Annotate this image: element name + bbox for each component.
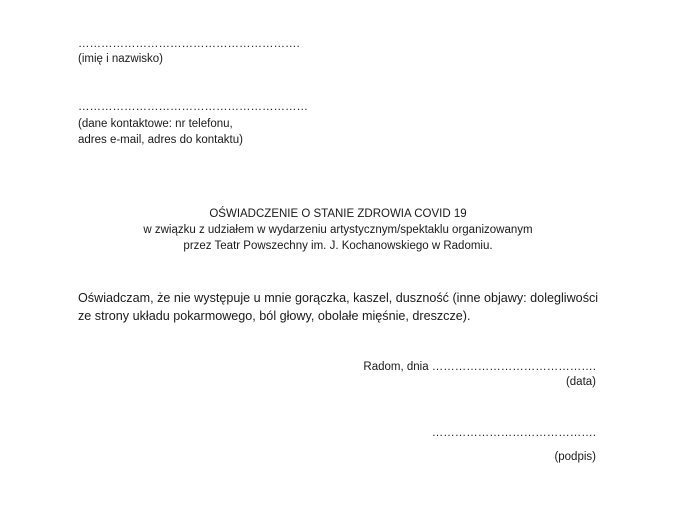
statement-line2: ze strony układu pokarmowego, ból głowy, obolałe mięśnie, dreszcze). [78, 309, 471, 323]
contact-field-label-line1: (dane kontaktowe: nr telefonu, [78, 118, 233, 130]
contact-field-dots: …………………………………………………… [78, 101, 308, 113]
name-field-label: (imię i nazwisko) [78, 53, 163, 65]
document-title: OŚWIADCZENIE O STANIE ZDROWIA COVID 19 [209, 208, 467, 220]
statement-line1: Oświadczam, że nie występuje u mnie gorączka, kaszel, duszność (inne objawy: dolegliwości [78, 291, 599, 305]
name-field-dots: …………………………………………………. [78, 38, 300, 50]
date-label: (data) [565, 376, 596, 388]
signature-dots: ……………………………………. [431, 427, 596, 439]
signature-label: (podpis) [554, 451, 596, 463]
document-subtitle-line1: w związku z udziałem w wydarzeniu artystycznym/spektaklu organizowanym [143, 224, 533, 236]
document-subtitle-line2: przez Teatr Powszechny im. J. Kochanowskiego w Radomiu. [183, 240, 493, 252]
contact-field-label-line2: adres e-mail, adres do kontaktu) [78, 134, 243, 146]
date-line: Radom, dnia ……………………………………. [363, 361, 596, 373]
